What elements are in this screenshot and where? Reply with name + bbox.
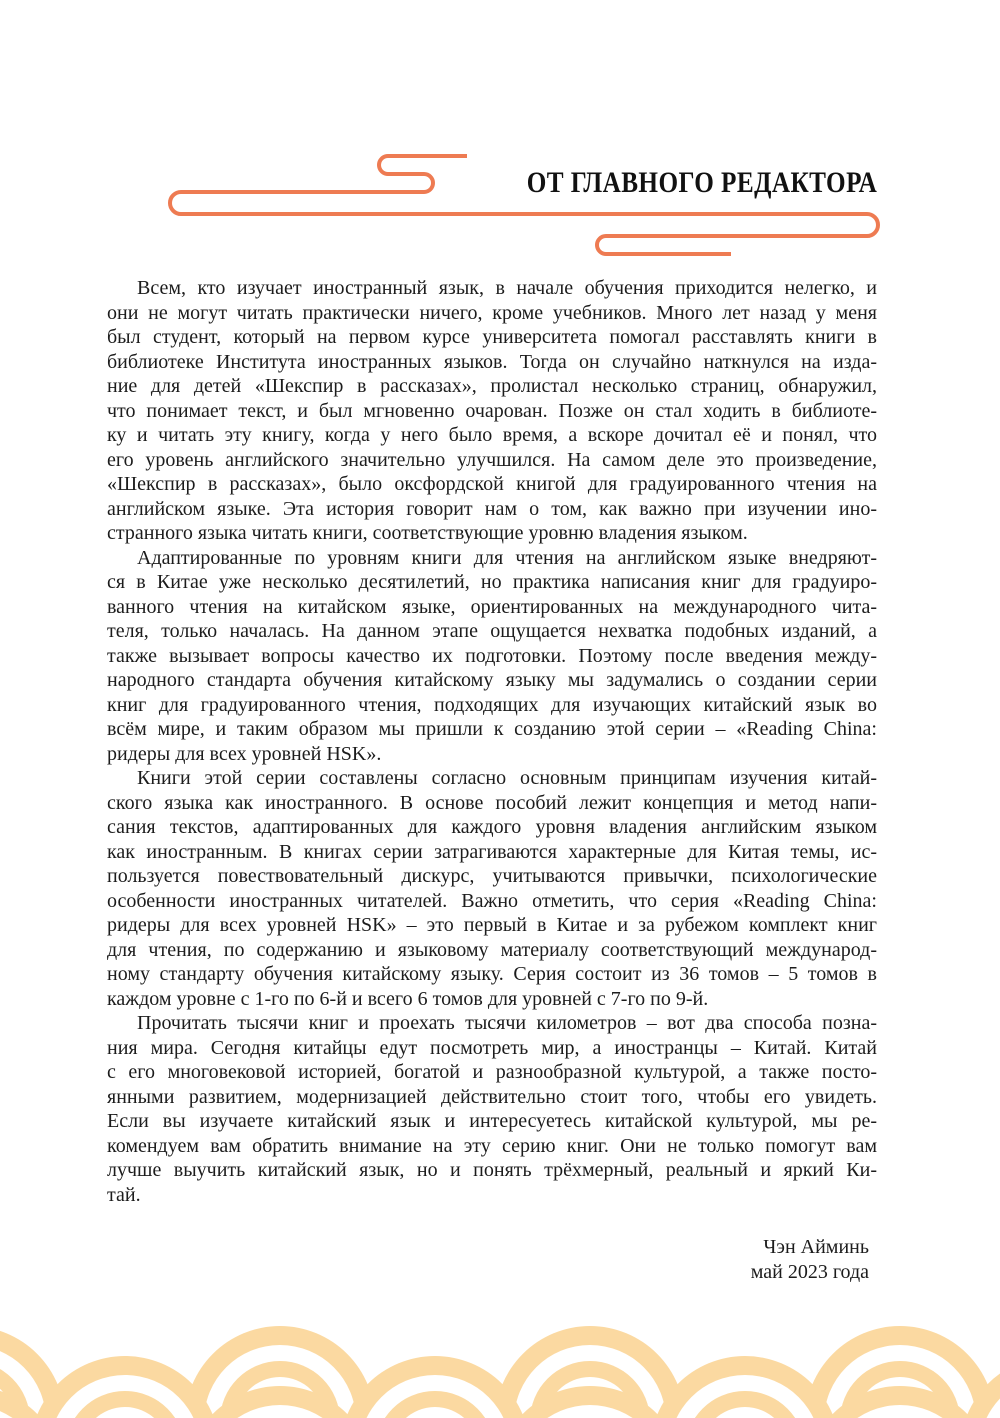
body-line: ского языка как иностранного. В основе пособий лежит концепция и метод напи- — [107, 791, 877, 814]
body-line: особенности иностранных читателей. Важно отметить, что серия «Reading China: — [107, 889, 877, 912]
paragraph — [107, 546, 877, 767]
body-text — [107, 276, 877, 1285]
body-line: «Шекспир в рассказах», было оксфордской книгой для градуированного чтения на — [107, 473, 877, 495]
body-line: ридеры для всех уровней HSK». — [107, 742, 382, 765]
body-line: с его многовековой историей, богатой и разнообразной культурой, а также посто- — [107, 1061, 877, 1083]
body-line: пользуется повествовательный дискурс, учитываются привычки, психологические — [107, 865, 877, 887]
body-line: что понимает текст, и был мгновенно очарован. Позже он стал ходить в библиоте- — [107, 399, 877, 422]
body-line: для чтения, по содержанию и языковому материалу соответствующий международ- — [107, 938, 877, 961]
cloud-ornament-icon — [0, 0, 1000, 270]
paragraph — [107, 766, 877, 1011]
body-line: библиотеке Института иностранных языков. Тогда он случайно наткнулся на изда- — [107, 350, 877, 373]
body-line: Прочитать тысячи книг и проехать тысячи километров – вот два способа позна- — [137, 1012, 877, 1034]
body-line: тай. — [107, 1183, 141, 1206]
body-line: ванного чтения на китайском языке, ориентированных на международного чита- — [107, 595, 877, 618]
body-line: Книги этой серии составлены согласно основным принципам изучения китай- — [137, 767, 877, 789]
wave-pattern-icon — [0, 1318, 1000, 1418]
body-line: ку и читать эту книгу, когда у него было время, а вскоре дочитал её и понял, что — [107, 424, 877, 446]
body-line: каждом уровне с 1-го по 6-й и всего 6 томов для уровней с 7-го по 9-й. — [107, 987, 709, 1010]
signature-name: Чэн Айминь — [763, 1236, 869, 1258]
body-line: сания текстов, адаптированных для каждого уровня владения английским языком — [107, 816, 877, 838]
body-line: был студент, который на первом курсе университета помогал расставлять книги в — [107, 326, 877, 348]
body-line: книг для градуированного чтения, подходящих для изучающих китайский язык во — [107, 693, 877, 716]
signature-block — [107, 1235, 877, 1285]
body-line: английском языке. Эта история говорит нам о том, как важно при изучении ино- — [107, 497, 877, 520]
paragraphs-container — [107, 276, 877, 1207]
body-line: ридеры для всех уровней HSK» – это первый в Китае и за рубежом комплект книг — [107, 914, 877, 936]
body-line: они не могут читать практически ничего, кроме учебников. Много лет назад у меня — [107, 301, 877, 324]
body-line: комендуем вам обратить внимание на эту серию книг. Они не только помогут вам — [107, 1134, 877, 1157]
body-line: также вызывает вопросы качество их подготовки. Поэтому после введения между- — [107, 644, 877, 667]
body-line: его уровень английского значительно улучшился. На самом деле это произведение, — [107, 448, 877, 471]
body-line: ному стандарту обучения китайскому языку. Серия состоит из 36 томов – 5 томов в — [107, 963, 877, 985]
body-line: янными развитием, модернизацией действительно стоит того, чтобы его увидеть. — [107, 1085, 877, 1108]
body-line: народного стандарта обучения китайскому языку мы задумались о создании серии — [107, 669, 877, 691]
body-line: лучше выучить китайский язык, но и понять трёхмерный, реальный и яркий Ки- — [107, 1159, 877, 1181]
body-line: теля, только началась. На данном этапе ощущается нехватка подобных изданий, а — [107, 620, 877, 642]
paragraph — [107, 276, 877, 546]
body-line: странного языка читать книги, соответствующие уровню владения языком. — [107, 522, 748, 544]
body-line: ся в Китае уже несколько десятилетий, но практика написания книг для градуиро- — [107, 571, 877, 593]
signature-date: май 2023 года — [750, 1261, 869, 1283]
paragraph — [107, 1011, 877, 1207]
body-line: как иностранным. В книгах серии затрагиваются характерные для Китая темы, ис- — [107, 840, 877, 863]
body-line: Всем, кто изучает иностранный язык, в начале обучения приходится нелегко, и — [137, 277, 877, 299]
body-line: всём мире, и таким образом мы пришли к созданию этой серии – «Reading China: — [107, 718, 877, 740]
body-line: ние для детей «Шекспир в рассказах», пролистал несколько страниц, обнаружил, — [107, 375, 877, 397]
page-title: ОТ ГЛАВНОГО РЕДАКТОРА — [526, 166, 877, 199]
body-line: ния мира. Сегодня китайцы едут посмотреть мир, а иностранцы – Китай. Китай — [107, 1036, 877, 1059]
body-line: Если вы изучаете китайский язык и интересуетесь китайской культурой, мы ре- — [107, 1110, 877, 1132]
body-line: Адаптированные по уровням книги для чтения на английском языке внедряют- — [137, 546, 877, 569]
